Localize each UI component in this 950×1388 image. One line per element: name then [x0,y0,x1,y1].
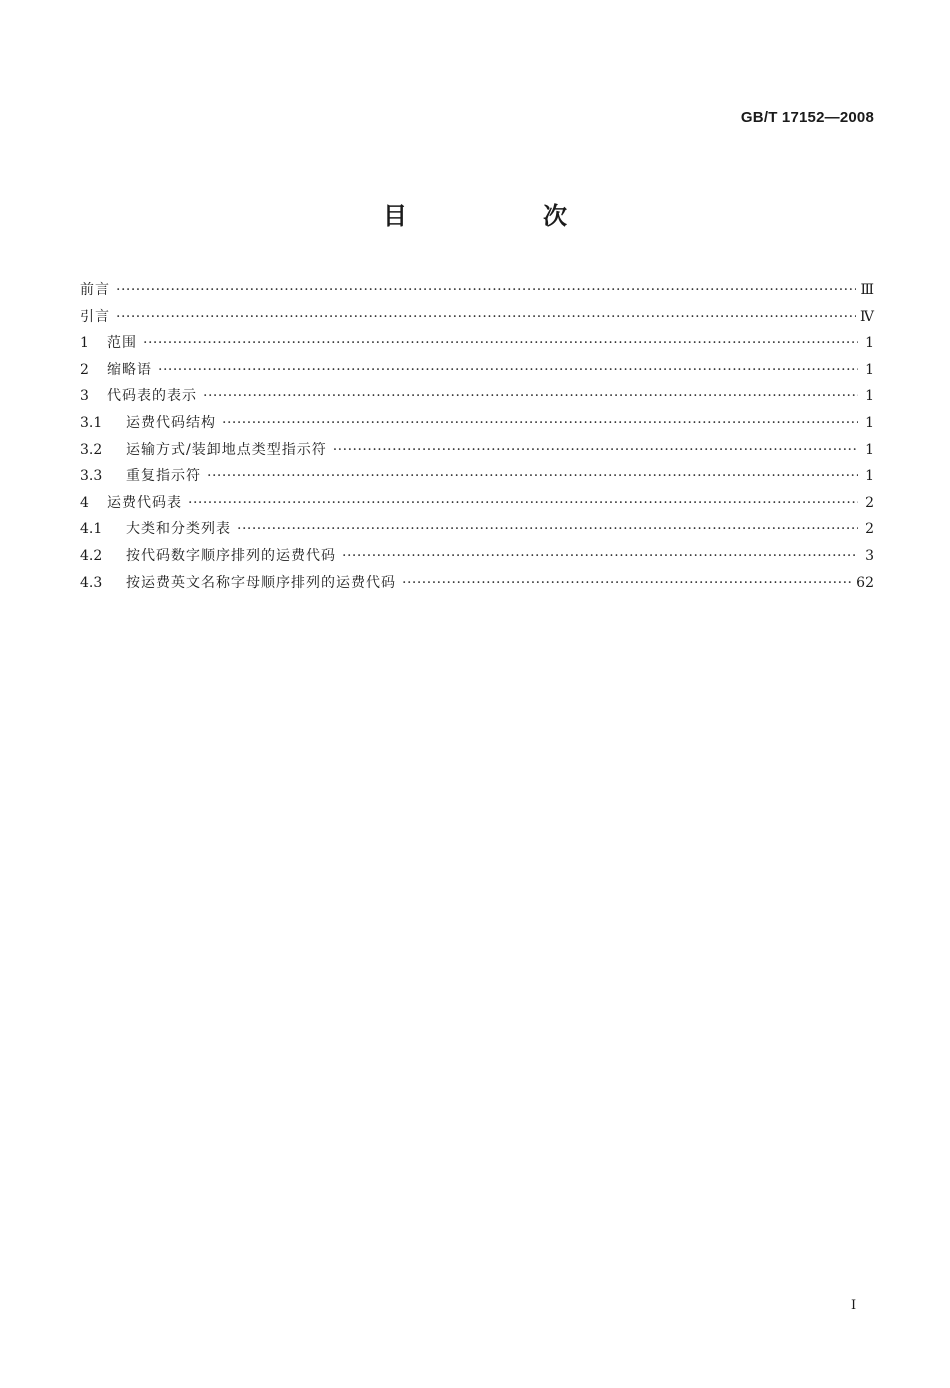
toc-entry-page: 1 [865,361,874,378]
toc-entry-number: 2 [80,361,89,378]
toc-entry[interactable] [80,304,874,331]
page-title: 目 次 [383,202,623,230]
toc-entry-number: 4.3 [80,574,103,591]
page-number: Ⅰ [851,1298,857,1313]
toc-entry[interactable] [80,490,874,517]
toc-entry-page: Ⅲ [860,282,874,298]
toc-entry[interactable] [80,463,874,490]
toc-entry[interactable] [80,383,874,410]
toc-entry-title: 按代码数字顺序排列的运费代码 [126,547,336,564]
toc-dot-leader [333,437,858,464]
toc-entry-page: 1 [865,468,874,485]
toc-entry[interactable] [80,543,874,570]
toc-entry[interactable] [80,570,874,597]
toc-entry[interactable] [80,410,874,437]
toc-dot-leader [116,277,856,304]
toc-entry-title: 代码表的表示 [107,388,197,405]
toc-dot-leader [402,570,852,597]
toc-dot-leader [342,543,858,570]
toc-dot-leader [188,490,858,517]
toc-entry-page: 62 [856,574,874,591]
toc-entry[interactable] [80,330,874,357]
toc-entry[interactable] [80,516,874,543]
standard-number: GB/T 17152—2008 [740,109,874,126]
toc-entry-page: 1 [865,441,874,458]
toc-entry-title: 重复指示符 [126,468,201,485]
toc-entry-title: 大类和分类列表 [126,521,231,538]
toc-dot-leader [222,410,858,437]
toc-dot-leader [116,304,856,331]
toc-entry-page: 1 [865,414,874,431]
toc-entry-number: 3.3 [80,468,103,485]
toc-entry[interactable] [80,437,874,464]
toc-entry-page: Ⅳ [860,308,874,325]
toc-dot-leader [207,463,858,490]
toc-entry-page: 2 [865,521,874,538]
toc-entry-number: 3 [80,388,89,405]
toc-entry-page: 1 [865,388,874,405]
toc-entry[interactable] [80,357,874,384]
toc-entry-page: 1 [865,335,874,352]
toc-entry-title: 范围 [107,335,137,352]
toc-entry-title: 前言 [80,282,110,298]
toc-entry-number: 4.2 [80,547,103,564]
toc-dot-leader [203,383,858,410]
toc-dot-leader [158,357,858,384]
toc-entry[interactable] [80,277,874,304]
toc-entry-title: 运费代码表 [107,494,182,511]
toc-entry-page: 3 [865,547,874,564]
toc-entry-title: 缩略语 [107,361,152,378]
toc-dot-leader [143,330,858,357]
toc-entry-number: 3.1 [80,414,103,431]
toc-entry-title: 引言 [80,308,110,325]
toc-entry-number: 1 [80,335,89,352]
toc-entry-title: 按运费英文名称字母顺序排列的运费代码 [126,574,396,591]
toc-entry-page: 2 [865,494,874,511]
table-of-contents [80,277,874,596]
toc-entry-number: 4 [80,494,89,511]
toc-dot-leader [237,516,858,543]
toc-entry-number: 3.2 [80,441,103,458]
toc-entry-number: 4.1 [80,521,103,538]
toc-entry-title: 运输方式/装卸地点类型指示符 [126,441,327,458]
toc-entry-title: 运费代码结构 [126,414,216,431]
